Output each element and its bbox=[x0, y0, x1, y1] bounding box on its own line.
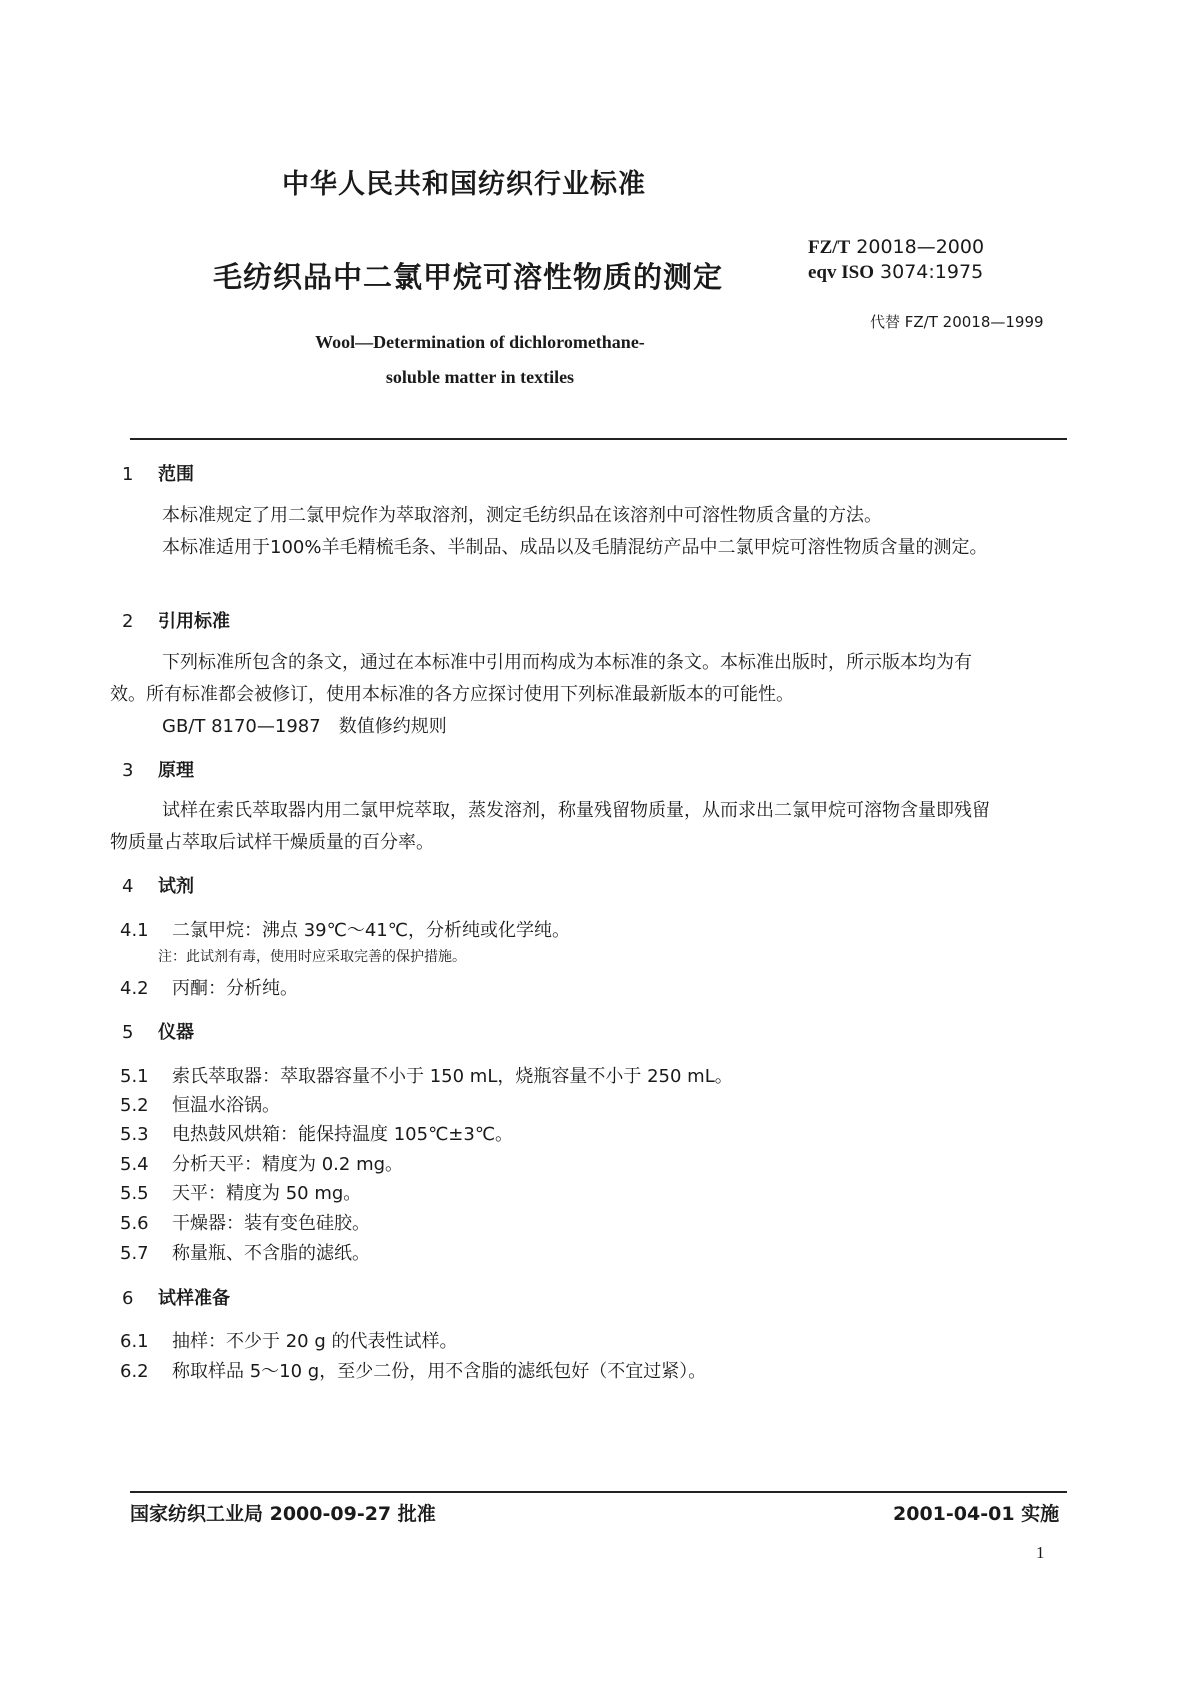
standard-code-block bbox=[808, 235, 984, 285]
normative-reference: GB/T 8170—1987 数值修约规则 bbox=[162, 716, 447, 737]
list-item: 5.6 干燥器：装有变色硅胶。 bbox=[120, 1213, 370, 1234]
issuing-org-title: 中华人民共和国纺织行业标准 bbox=[282, 169, 646, 200]
page-number: 1 bbox=[1036, 1543, 1045, 1562]
header-divider bbox=[130, 438, 1067, 440]
equivalent-standard: eqv ISO 3074:1975 bbox=[808, 261, 984, 283]
list-item: 5.5 天平：精度为 50 mg。 bbox=[120, 1183, 362, 1204]
list-item: 5.3 电热鼓风烘箱：能保持温度 105℃±3℃。 bbox=[120, 1124, 514, 1145]
list-item: 6.1 抽样：不少于 20 g 的代表性试样。 bbox=[120, 1331, 458, 1352]
standard-number: FZ/T 20018—2000 bbox=[808, 236, 985, 258]
section-1-para-2: 本标准适用于100%羊毛精梳毛条、半制品、成品以及毛腈混纺产品中二氯甲烷可溶性物质含量的测定。 bbox=[162, 537, 988, 558]
list-item: 5.7 称量瓶、不含脂的滤纸。 bbox=[120, 1243, 370, 1264]
list-item: 5.1 索氏萃取器：萃取器容量不小于 150 mL，烧瓶容量不小于 250 mL。 bbox=[120, 1066, 733, 1087]
replaces-standard: 代替 FZ/T 20018—1999 bbox=[870, 313, 1044, 331]
effective-date: 2001-04-01 实施 bbox=[893, 1503, 1060, 1525]
document-title-en: Wool—Determination of dichloromethane-soluble matter in textiles bbox=[315, 332, 645, 387]
approval-date: 国家纺织工业局 2000-09-27 批准 bbox=[130, 1503, 436, 1525]
document-title-cn: 毛纺织品中二氯甲烷可溶性物质的测定 bbox=[213, 260, 724, 294]
section-3-heading: 3 原理 bbox=[122, 760, 194, 781]
reagent-safety-note: 注：此试剂有毒，使用时应采取完善的保护措施。 bbox=[158, 949, 466, 965]
list-item: 5.4 分析天平：精度为 0.2 mg。 bbox=[120, 1154, 404, 1175]
list-item: 6.2 称取样品 5～10 g，至少二份，用不含脂的滤纸包好（不宜过紧）。 bbox=[120, 1361, 707, 1382]
section-1-heading: 1 范围 bbox=[122, 464, 194, 485]
section-5-heading: 5 仪器 bbox=[122, 1022, 194, 1043]
section-4-item-2: 4.2 丙酮：分析纯。 bbox=[120, 978, 298, 999]
section-1-para-1: 本标准规定了用二氯甲烷作为萃取溶剂，测定毛纺织品在该溶剂中可溶性物质含量的方法。 bbox=[162, 505, 882, 526]
section-2-heading: 2 引用标准 bbox=[122, 611, 230, 632]
section-3-para-1: 试样在索氏萃取器内用二氯甲烷萃取，蒸发溶剂，称量残留物质量，从而求出二氯甲烷可溶物含量即残留物质量占萃取后试样干燥质量的百分率。 bbox=[110, 800, 990, 853]
section-2-para-1: 下列标准所包含的条文，通过在本标准中引用而构成为本标准的条文。本标准出版时，所示版本均为有效。所有标准都会被修订，使用本标准的各方应探讨使用下列标准最新版本的可能性。 bbox=[110, 652, 972, 705]
section-4-heading: 4 试剂 bbox=[122, 876, 194, 897]
section-4-item-1: 4.1 二氯甲烷：沸点 39℃～41℃，分析纯或化学纯。 bbox=[120, 920, 570, 941]
footer-divider bbox=[130, 1491, 1067, 1493]
section-6-heading: 6 试样准备 bbox=[122, 1288, 230, 1309]
list-item: 5.2 恒温水浴锅。 bbox=[120, 1095, 280, 1116]
